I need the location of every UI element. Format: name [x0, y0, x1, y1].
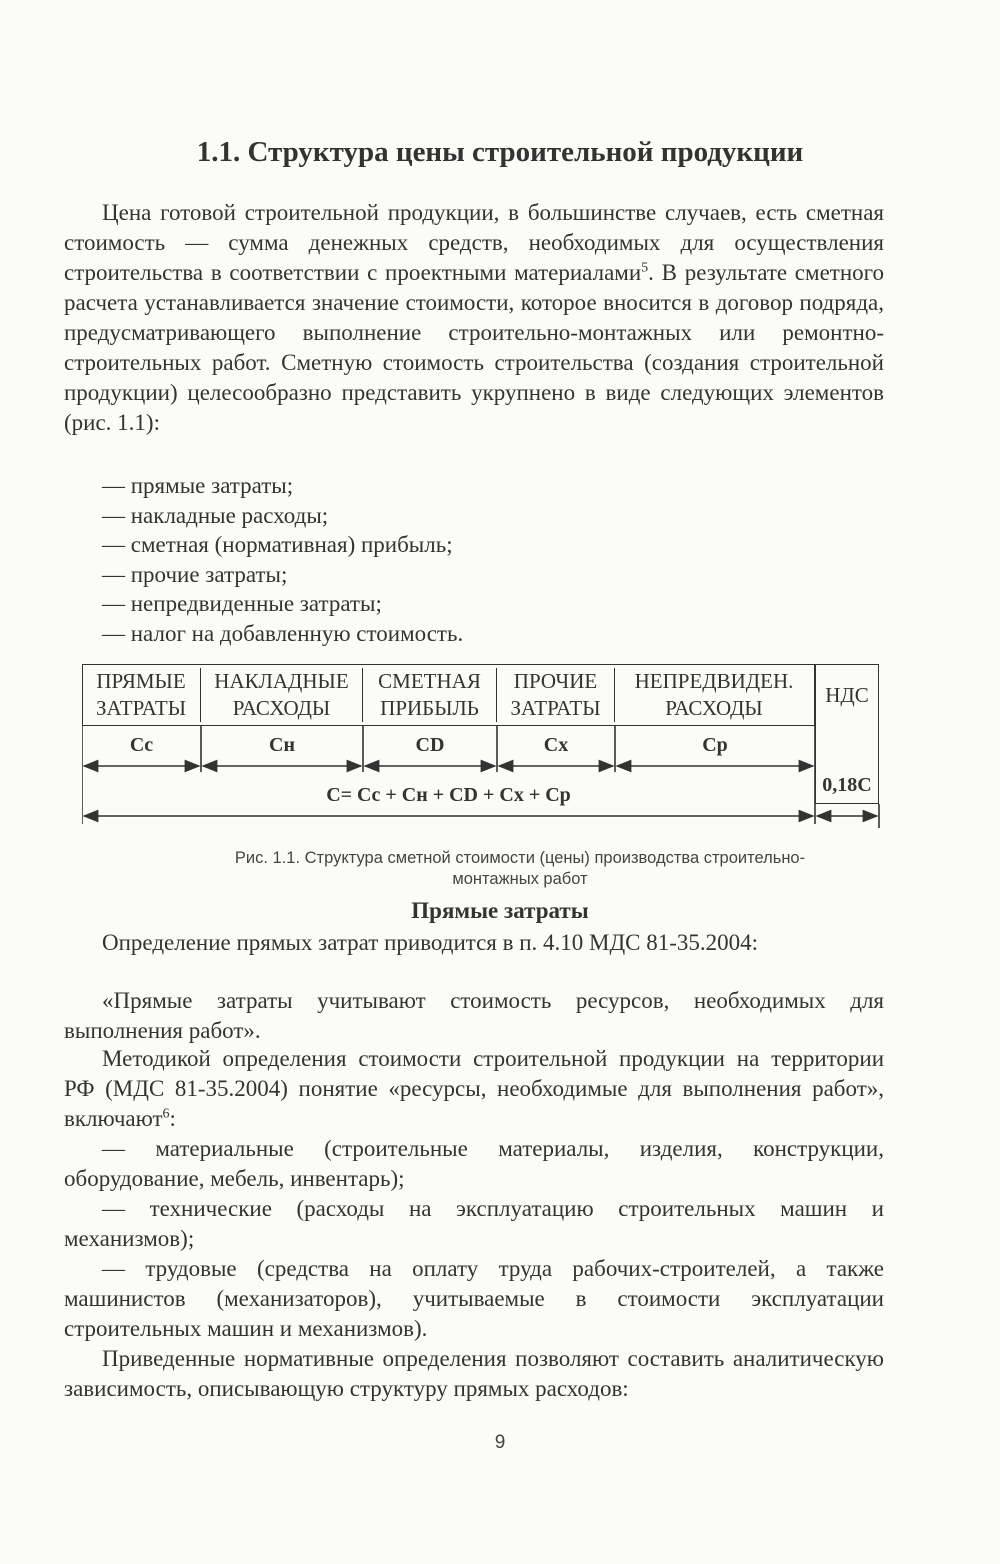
- header-other-costs: ПРОЧИЕ ЗАТРАТЫ: [497, 668, 615, 722]
- footnote-ref-6: 6: [162, 1106, 170, 1122]
- methodology-colon: :: [169, 1106, 176, 1131]
- elements-list: [64, 471, 884, 649]
- resource-technical: — технические (расходы на эксплуатацию строительных машин и механизмов);: [64, 1196, 884, 1251]
- resource-labor: — трудовые (средства на оплату труда рабочих-строителей, а также машинистов (механизаторов), учитываемые в стоимости эксплуатации строительных машин и механизмов).: [64, 1256, 884, 1341]
- caption-line-1: Рис. 1.1. Структура сметной стоимости (цены) производства строительно-: [234, 849, 806, 867]
- dimension-arrows: [82, 664, 882, 828]
- definition-quote: «Прямые затраты учитывают стоимость ресурсов, необходимых для выполнения работ».: [64, 988, 884, 1043]
- closing-paragraph: Приведенные нормативные определения позволяют составить аналитическую зависимость, описывающую структуру прямых расходов:: [64, 1346, 884, 1401]
- definition-intro: Определение прямых затрат приводится в п. 4.10 МДС 81-35.2004:: [102, 930, 759, 955]
- header-overhead: НАКЛАДНЫЕ РАСХОДЫ: [201, 668, 363, 722]
- intro-text-1: Цена готовой строительной продукции, в большинстве случаев, есть сметная стоимость — сумма денежных средств, необходимых для осуществления строительства в соответствии с проектными материалами: [64, 200, 884, 285]
- methodology-text: Методикой определения стоимости строительной продукции на территории РФ (МДС 81-35.2004) понятие «ресурсы, необходимые для выполнения работ», включают: [64, 1046, 884, 1131]
- header-direct-costs: ПРЯМЫЕ ЗАТРАТЫ: [82, 668, 201, 722]
- list-item: — непредвиденные затраты;: [102, 591, 382, 617]
- intro-paragraph: [64, 198, 884, 438]
- figure-caption: [150, 848, 890, 890]
- list-item: — сметная (нормативная) прибыль;: [102, 532, 453, 558]
- intro-text-2: . В результате сметного расчета устанавливается значение стоимости, которое вносится в договор подряда, предусматривающего выполнение строительно-монтажных или ремонтно-строительных работ. Сметную стоимость строительства (создания строительной продукции) целесообразно представить укрупнено в виде следующих элементов (рис. 1.1):: [64, 260, 884, 435]
- header-profit: СМЕТНАЯ ПРИБЫЛЬ: [363, 668, 497, 722]
- symbol-cp: Cp: [702, 734, 728, 756]
- list-item: — прямые затраты;: [102, 473, 294, 498]
- list-item: — накладные расходы;: [102, 502, 329, 528]
- page-number: 9: [494, 1432, 506, 1453]
- symbol-cd: CD: [415, 734, 445, 756]
- subheading: Прямые затраты: [411, 898, 589, 923]
- resource-material: — материальные (строительные материалы, изделия, конструкции, оборудование, мебель, инвентарь);: [64, 1136, 884, 1191]
- list-item: — налог на добавленную стоимость.: [102, 620, 464, 646]
- section-title: 1.1. Структура цены строительной продукции: [196, 136, 804, 168]
- header-vat: НДС: [825, 683, 869, 707]
- methodology-paragraph: [64, 1044, 884, 1134]
- list-item: — прочие затраты;: [102, 561, 288, 587]
- symbol-cx: Cx: [543, 734, 569, 756]
- footnote-ref-5: 5: [641, 260, 649, 276]
- caption-line-2: монтажных работ: [452, 870, 588, 888]
- vat-value: 0,18C: [822, 774, 872, 796]
- symbol-cn: Cн: [269, 734, 295, 756]
- header-contingency: НЕПРЕДВИДЕН. РАСХОДЫ: [634, 669, 794, 720]
- cost-formula: C= Cc + Cн + CD + Cx + Cp: [326, 784, 571, 806]
- cost-structure-figure: [82, 664, 882, 828]
- symbol-cc: Cc: [129, 734, 154, 756]
